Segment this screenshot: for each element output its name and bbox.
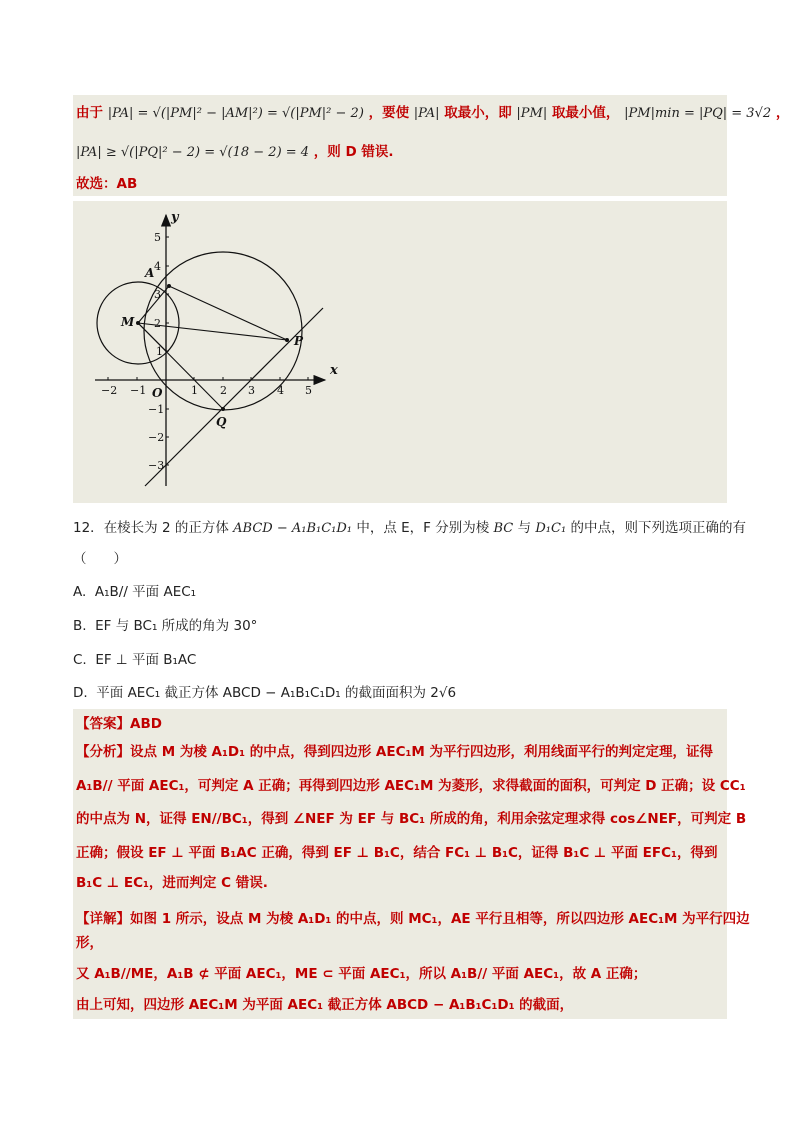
detail-line: 【详解】如图 1 所示，设点 M 为棱 A₁D₁ 的中点，则 MC₁，AE 平行且相等，所以四边形 AEC₁M 为平行四边 (76, 911, 750, 927)
answer-label: 【答案】ABD (76, 716, 162, 732)
x-tick-label: 1 (191, 384, 198, 397)
y-tick-label: −1 (148, 403, 165, 416)
origin-label: O (152, 386, 163, 400)
point-Q (221, 407, 225, 411)
figure-svg (73, 201, 727, 503)
analysis-line: B₁C ⊥ EC₁，进而判定 C 错误. (76, 875, 268, 891)
option-c[interactable]: C. EF ⊥ 平面 B₁AC (73, 652, 197, 668)
x-tick-label: 2 (220, 384, 227, 397)
y-tick-label: −3 (148, 459, 165, 472)
coordinate-figure (73, 201, 727, 503)
label-M: M (121, 315, 135, 329)
option-b[interactable]: B. EF 与 BC₁ 所成的角为 30° (73, 618, 258, 634)
analysis-line: 的中点为 N，证得 EN//BC₁，得到 ∠NEF 为 EF 与 BC₁ 所成的角，利用余弦定理求得 cos∠NEF，可判定 B (76, 811, 747, 827)
label-A: A (145, 266, 155, 280)
y-axis-label: y (171, 210, 179, 225)
detail-line: 又 A₁B//ME，A₁B ⊄ 平面 AEC₁，ME ⊂ 平面 AEC₁，所以 A₁B// 平面 AEC₁，故 A 正确； (76, 966, 647, 982)
option-d[interactable]: D. 平面 AEC₁ 截正方体 ABCD − A₁B₁C₁D₁ 的截面面积为 2√6 (73, 685, 457, 701)
detail-line: 形， (76, 935, 103, 951)
x-axis-label: x (330, 363, 338, 378)
point-P (285, 338, 289, 342)
analysis-line: A₁B// 平面 AEC₁，可判定 A 正确；再得到四边形 AEC₁M 为菱形，求得截面的面积，可判定 D 正确；设 CC₁ (76, 778, 746, 794)
point-A (167, 284, 171, 288)
x-tick-label: 5 (305, 384, 312, 397)
option-a[interactable]: A. A₁B// 平面 AEC₁ (73, 584, 197, 600)
solution-line-2: |PA| ≥ √(|PQ|² − 2) = √(18 − 2) = 4 ，则 D 错误. (76, 144, 394, 160)
analysis-line: 【分析】设点 M 为棱 A₁D₁ 的中点，得到四边形 AEC₁M 为平行四边形，利用线面平行的判定定理，证得 (76, 744, 714, 760)
question-paren: （ ） (73, 551, 127, 567)
analysis-line: 正确；假设 EF ⊥ 平面 B₁AC 正确，得到 EF ⊥ B₁C，结合 FC₁ ⊥ B₁C，证得 B₁C ⊥ 平面 EFC₁，得到 (76, 845, 718, 861)
formula-pa: |PA| = √(|PM|² − |AM|²) = √(|PM|² − 2) (107, 106, 364, 121)
x-tick-label: −2 (101, 384, 118, 397)
x-tick-label: 4 (277, 384, 284, 397)
y-tick-label: 3 (154, 288, 161, 301)
x-tick-label: −1 (130, 384, 147, 397)
x-tick-label: 3 (248, 384, 255, 397)
previous-solution-box (73, 95, 790, 196)
y-tick-label: −2 (148, 431, 165, 444)
point-M (136, 321, 140, 325)
y-tick-label: 1 (156, 345, 163, 358)
answer-analysis-box (73, 709, 750, 1019)
solution-line-1: 由于 |PA| = √(|PM|² − |AM|²) = √(|PM|² − 2) ，要使 |PA| 取最小，即 |PM| 取最小值， |PM|min = |PQ| = 3√2 ， (76, 105, 790, 121)
y-tick-label: 5 (154, 231, 161, 244)
question-stem: 12．在棱长为 2 的正方体 ABCD − A₁B₁C₁D₁ 中，点 E，F 分别为棱 BC 与 D₁C₁ 的中点，则下列选项正确的有 (73, 520, 746, 536)
y-tick-label: 4 (154, 260, 161, 273)
label-P: P (294, 334, 304, 348)
solution-choice: 故选：AB (76, 176, 138, 192)
y-tick-label: 2 (154, 317, 161, 330)
detail-line: 由上可知，四边形 AEC₁M 为平面 AEC₁ 截正方体 ABCD − A₁B₁C₁D₁ 的截面， (76, 997, 574, 1013)
label-Q: Q (216, 415, 227, 429)
